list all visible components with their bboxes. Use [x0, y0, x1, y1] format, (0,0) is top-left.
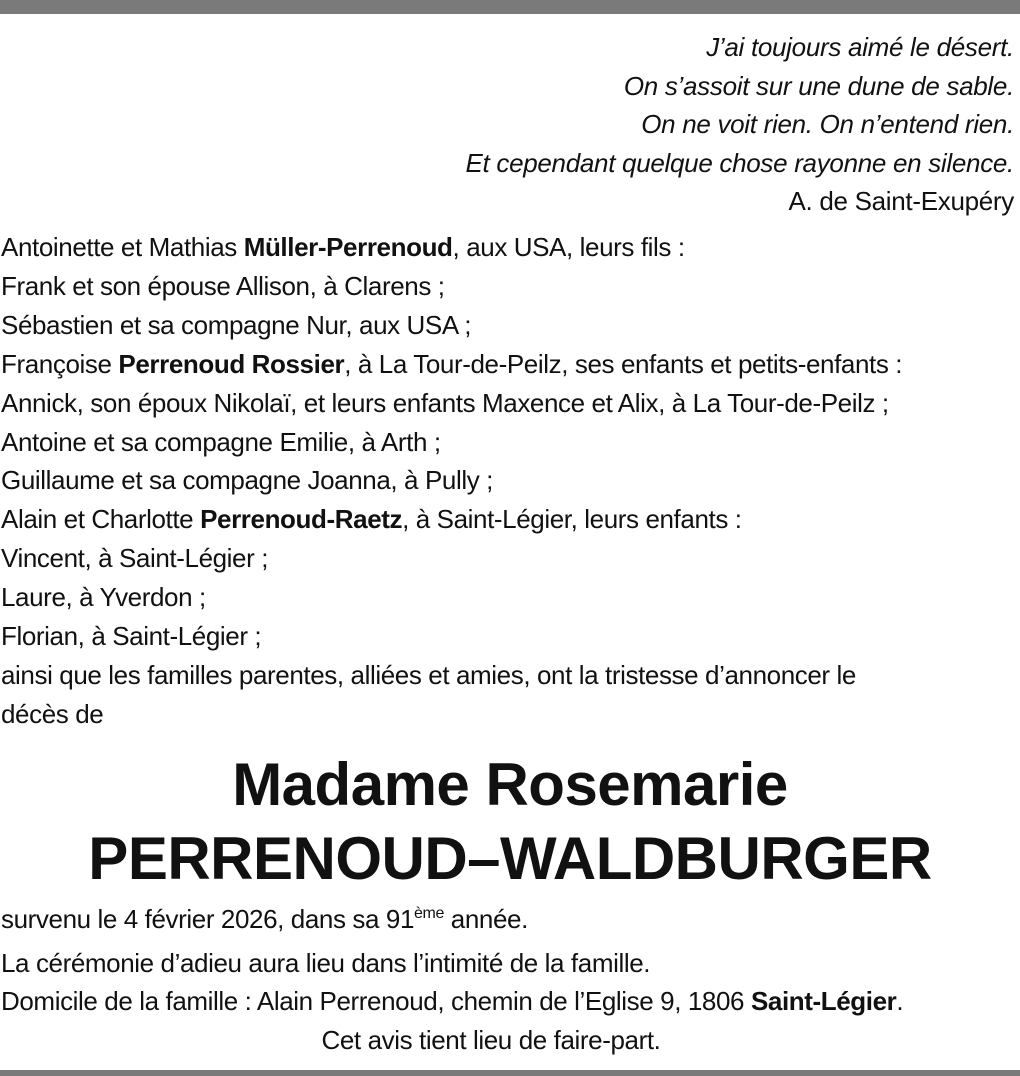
family-text: Alain et Charlotte: [1, 504, 201, 535]
family-text: , aux USA, leurs fils :: [452, 232, 685, 262]
ceremony-line: La cérémonie d’adieu aura lieu dans l’intimité de la famille.: [1, 947, 651, 978]
family-line: Antoine et sa compagne Emilie, à Arth ;: [1, 426, 441, 457]
family-text: , à Saint-Légier, leurs enfants :: [402, 504, 742, 535]
top-rule: [0, 0, 1020, 14]
family-text: Françoise: [1, 348, 119, 379]
family-line: Annick, son époux Nikolaï, et leurs enfants Maxence et Alix, à La Tour-de-Peilz ;: [1, 387, 889, 418]
family-surname: Perrenoud-Raetz: [200, 504, 403, 535]
closing-text: survenu le 4 février 2026, dans sa 91: [1, 904, 415, 934]
closing-text: .: [896, 986, 904, 1016]
quote-line: On s’assoit sur une dune de sable.: [623, 70, 1014, 101]
family-line: ainsi que les familles parentes, alliées et amies, ont la tristesse d’annoncer le: [1, 659, 856, 690]
family-line: [1, 345, 1020, 384]
family-text: Antoinette et Mathias: [1, 232, 244, 262]
closing-text: Domicile de la famille : Alain Perrenoud, chemin de l’Eglise 9, 1806: [1, 986, 751, 1016]
quote-author: A. de Saint-Exupéry: [788, 186, 1014, 216]
family-line: Frank et son épouse Allison, à Clarens ;: [1, 270, 445, 301]
deceased-name-line1: Madame Rosemarie: [232, 751, 788, 818]
family-line: Florian, à Saint-Légier ;: [1, 621, 262, 652]
quote-line: Et cependant quelque chose rayonne en silence.: [465, 147, 1014, 178]
ordinal-suffix: ème: [414, 905, 444, 922]
address-town: Saint-Légier: [750, 986, 897, 1016]
family-line: Guillaume et sa compagne Joanna, à Pully ;: [1, 465, 493, 496]
family-list: [1, 228, 1020, 734]
deceased-name: [0, 748, 1020, 896]
death-date-line: [1, 900, 1020, 944]
quote-line: On ne voit rien. On n’entend rien.: [641, 109, 1014, 139]
family-text: , à La Tour-de-Peilz, ses enfants et petits-enfants :: [344, 348, 903, 379]
family-line: Vincent, à Saint-Légier ;: [1, 543, 269, 574]
family-line: Sébastien et sa compagne Nur, aux USA ;: [1, 309, 472, 340]
quote-line: J’ai toujours aimé le désert.: [706, 32, 1014, 62]
closing-details: [1, 900, 1020, 1059]
family-surname: Müller-Perrenoud: [243, 232, 453, 262]
family-line: décès de: [1, 698, 104, 729]
address-line: [1, 982, 1020, 1021]
closing-text: année.: [443, 904, 528, 934]
family-line: Laure, à Yverdon ;: [1, 582, 206, 613]
bottom-rule: [0, 1070, 1020, 1076]
deceased-name-line2: PERRENOUD–WALDBURGER: [88, 825, 932, 892]
family-surname: Perrenoud Rossier: [118, 348, 345, 379]
epigraph-quote: [465, 28, 1014, 221]
notice-line: Cet avis tient lieu de faire-part.: [321, 1024, 661, 1055]
family-line: [1, 500, 1020, 539]
family-line: [1, 228, 1020, 267]
